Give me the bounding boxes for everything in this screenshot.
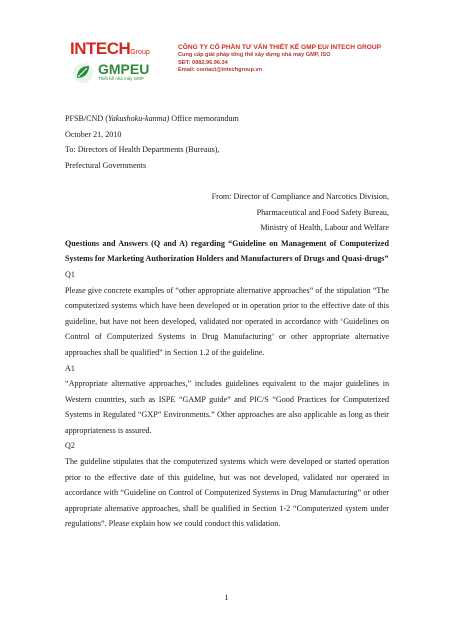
question-2-text: The guideline stipulates that the computerized systems which were developed or started operation prior to the effective date of this guideline, but was not developed, validated nor operated in accordance with “Guideline on Control of Computerized Systems in Drug Manufacturing” or other appropriate alternative approaches, shall be qualified in Section 1-2 “Computerized system under regulations”. Please explain how we could conduct this validation.	[65, 457, 389, 529]
memo-date: October 21, 2010	[65, 129, 122, 139]
answer-1-label: A1	[65, 363, 75, 373]
memo-from-line-3: Ministry of Health, Labour and Welfare	[260, 223, 389, 233]
memo-from-line-1: From: Director of Compliance and Narcotics Division,	[211, 191, 389, 201]
memo-ref-suffix: Office memorandum	[169, 114, 239, 123]
company-info	[178, 44, 381, 74]
memo-to-line-2: Prefectural Governments	[65, 160, 147, 170]
company-name: CÔNG TY CỔ PHẦN TƯ VẤN THIẾT KẾ GMP EU/ INTECH GROUP	[178, 44, 382, 51]
memo-to-line-1: To: Directors of Health Departments (Bureaus),	[65, 145, 220, 155]
intech-logo	[70, 40, 150, 57]
question-1-text: Please give concrete examples of “other appropriate alternative approaches” of the stipulation “The computerized systems which have been developed or in operation prior to the effective date of this guideline, but have not been developed, validated nor operated in accordance with ‘Guidelines on Control of Computerized Systems in Drug Manufacturing’ or other appropriate alternative approaches shall be qualified” in Section 1.2 of the guideline.	[65, 285, 389, 357]
intech-logo-suffix: Group	[130, 49, 150, 56]
question-2-label: Q2	[65, 441, 75, 451]
company-tagline: Cung cấp giải pháp tổng thể xây dựng nhà máy GMP, ISO	[178, 52, 331, 59]
gmpeu-logo	[72, 62, 149, 84]
answer-1-text: “Appropriate alternative approaches,” includes guidelines equivalent to the major guidelines in Western countries, such as ISPE “GAMP guide” and PIC/S “Good Practices for Computerized Systems in Regulated “GXP” Environments.” Other approaches are also applicable as long as their appropriateness is assured.	[65, 379, 389, 435]
memo-from-line-2: Pharmaceutical and Food Safety Bureau,	[256, 207, 389, 217]
intech-logo-text: INTECH	[70, 39, 131, 58]
memo-from-block	[65, 189, 389, 236]
company-phone: SĐT: 0982.96.96.34	[178, 59, 228, 66]
document-title: Questions and Answers (Q and A) regarding “Guideline on Management of Computerized Systems for Marketing Authorization Holders and Manufacturers of Drugs and Quasi-drugs”	[65, 238, 389, 264]
memo-reference	[65, 111, 389, 127]
memo-ref-prefix: PFSB/CND (	[65, 114, 108, 123]
leaf-icon	[72, 62, 94, 84]
company-email[interactable]: Email: contact@intechgroup.vn	[178, 66, 263, 73]
question-1-label: Q1	[65, 269, 75, 279]
gmpeu-logo-text: GMPEU	[98, 61, 150, 77]
letterhead	[0, 0, 453, 100]
memo-ref-italic: Yakushoku-kanma)	[107, 114, 170, 123]
memo-body	[65, 111, 389, 532]
gmpeu-logo-subtitle: Thiết kế nhà máy GMP	[98, 76, 145, 81]
page-number: 1	[224, 593, 229, 602]
